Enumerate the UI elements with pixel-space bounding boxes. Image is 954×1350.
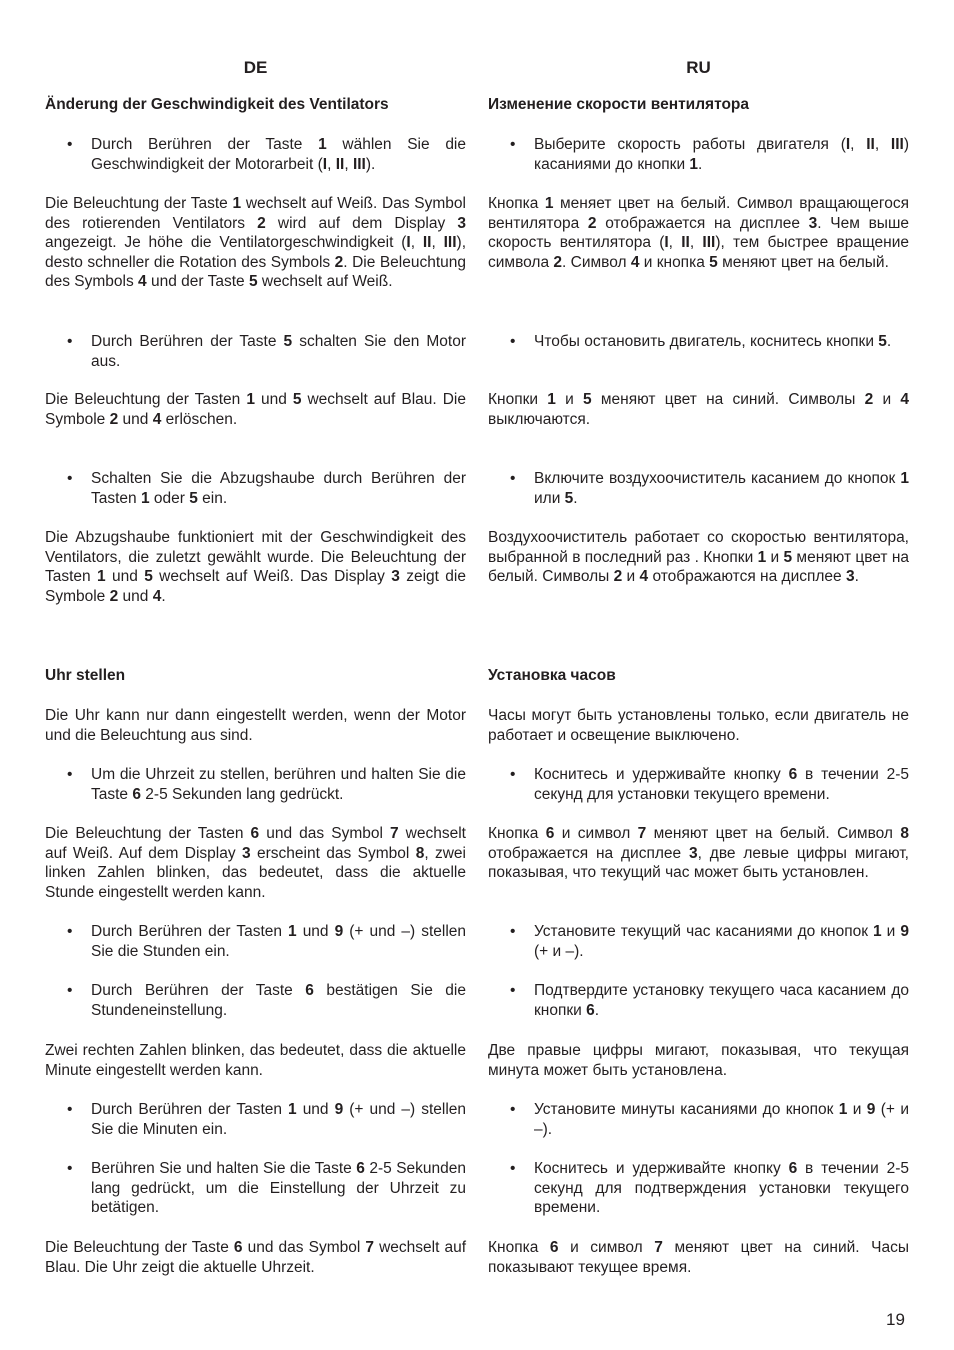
bullet-item: • Подтвердите установку текущего часа касанием до кнопки 6.: [488, 981, 909, 1020]
bullet-item: • Um die Uhrzeit zu stellen, berühren und halten Sie die Taste 6 2-5 Sekunden lang gedrückt.: [45, 765, 466, 804]
bullet-item: • Durch Berühren der Taste 6 bestätigen Sie die Stundeneinstellung.: [45, 981, 466, 1020]
bullet-item: • Schalten Sie die Abzugshaube durch Berühren der Tasten 1 oder 5 ein.: [45, 469, 466, 508]
paragraph: Die Beleuchtung der Taste 1 wechselt auf Weiß. Das Symbol des rotierenden Ventilators 2 wird auf dem Display 3 angezeigt. Je höhe die Ventilatorgeschwindigkeit (I, II, III), desto schneller die Rotation des Symbols 2. Die Beleuchtung des Symbols 4 und der Taste 5 wechselt auf Weiß.: [45, 195, 466, 291]
bullet-item: • Коснитесь и удерживайте кнопку 6 в течении 2-5 секунд для подтверждения установки текущего времени.: [488, 1159, 909, 1218]
section-heading-speed: Änderung der Geschwindigkeit des Ventilators: [45, 96, 389, 113]
language-label: DE: [243, 58, 268, 77]
bullet-item: • Включите воздухоочиститель касанием до кнопок 1 или 5.: [488, 469, 909, 508]
bullet-item: • Durch Berühren der Tasten 1 und 9 (+ und –) stellen Sie die Stunden ein.: [45, 922, 466, 961]
page-number: 19: [886, 1310, 905, 1329]
bullet-item: • Durch Berühren der Taste 1 wählen Sie die Geschwindigkeit der Motorarbeit (I, II, III).: [45, 135, 466, 174]
bullet-item: • Коснитесь и удерживайте кнопку 6 в течении 2-5 секунд для установки текущего времени.: [488, 765, 909, 804]
paragraph: Воздухоочиститель работает со скоростью вентилятора, выбранной в последний раз . Кнопки 1 и 5 меняют цвет на белый. Символы 2 и 4 отображаются на дисплее 3.: [488, 529, 909, 586]
paragraph: Die Beleuchtung der Taste 6 und das Symbol 7 wechselt auf Blau. Die Uhr zeigt die aktuelle Uhrzeit.: [45, 1239, 466, 1276]
language-label: RU: [686, 58, 711, 77]
section-heading-clock: Uhr stellen: [45, 667, 126, 684]
bullet-item: • Установите текущий час касаниями до кнопок 1 и 9 (+ и –).: [488, 922, 909, 961]
paragraph: Кнопка 6 и символ 7 меняют цвет на синий. Часы показывают текущее время.: [488, 1239, 910, 1276]
bullet-item: • Чтобы остановить двигатель, коснитесь кнопки 5.: [488, 332, 909, 352]
paragraph: Кнопка 6 и символ 7 меняют цвет на белый. Символ 8 отображается на дисплее 3, две левые цифры мигают, показывая, что текущий час может быть установлен.: [488, 825, 909, 882]
paragraph: Die Abzugshaube funktioniert mit der Geschwindigkeit des Ventilators, die zuletzt gewählt wurde. Die Beleuchtung der Tasten 1 und 5 wechselt auf Weiß. Das Display 3 zeigt die Symbole 2 und 4.: [45, 529, 466, 605]
paragraph: Die Beleuchtung der Tasten 6 und das Symbol 7 wechselt auf Weiß. Auf dem Display 3 erscheint das Symbol 8, zwei linken Zahlen blinken, das bedeutet, dass die aktuelle Stunde eingestellt werden kann.: [45, 825, 467, 901]
paragraph: Кнопка 1 меняет цвет на белый. Символ вращающегося вентилятора 2 отображается на дисплее 3. Чем выше скорость вентилятора (I, II, III), тем быстрее вращение символа 2. Символ 4 и кнопка 5 меняют цвет на белый.: [488, 195, 909, 271]
paragraph: Zwei rechten Zahlen blinken, das bedeutet, dass die aktuelle Minute eingestellt werden kann.: [45, 1042, 466, 1079]
bullet-item: • Выберите скорость работы двигателя (I, II, III) касаниями до кнопки 1.: [488, 135, 909, 174]
bullet-item: • Durch Berühren der Taste 5 schalten Sie den Motor aus.: [45, 332, 466, 371]
section-heading-speed: Изменение скорости вентилятора: [488, 96, 750, 113]
paragraph: Кнопки 1 и 5 меняют цвет на синий. Символы 2 и 4 выключаются.: [488, 391, 909, 428]
paragraph: Часы могут быть установлены только, если двигатель не работает и освещение выключено.: [488, 707, 909, 744]
section-heading-clock: Установка часов: [488, 667, 616, 684]
paragraph: Две правые цифры мигают, показывая, что текущая минута может быть установлена.: [488, 1042, 909, 1079]
paragraph: Die Beleuchtung der Tasten 1 und 5 wechselt auf Blau. Die Symbole 2 und 4 erlöschen.: [45, 391, 466, 428]
bullet-item: • Durch Berühren der Tasten 1 und 9 (+ und –) stellen Sie die Minuten ein.: [45, 1100, 466, 1139]
bullet-item: • Установите минуты касаниями до кнопок 1 и 9 (+ и –).: [488, 1100, 909, 1139]
bullet-item: • Berühren Sie und halten Sie die Taste 6 2-5 Sekunden lang gedrückt, um die Einstellung der Uhrzeit zu betätigen.: [45, 1159, 466, 1218]
paragraph: Die Uhr kann nur dann eingestellt werden, wenn der Motor und die Beleuchtung aus sind.: [45, 707, 466, 744]
